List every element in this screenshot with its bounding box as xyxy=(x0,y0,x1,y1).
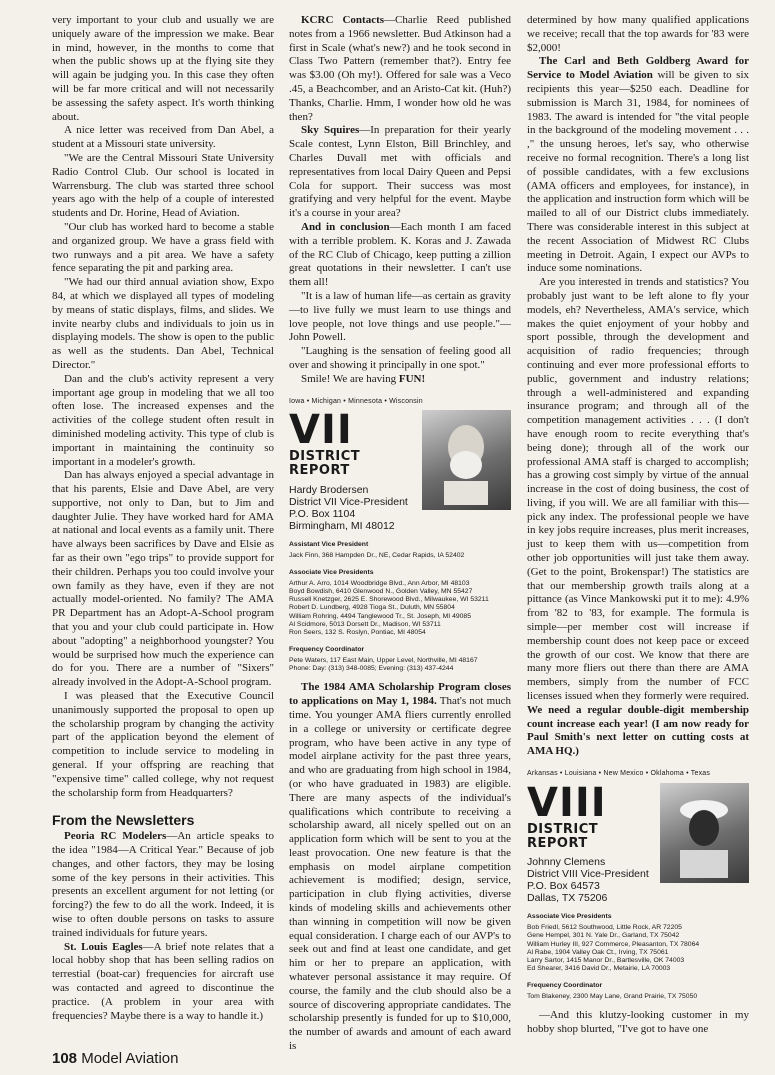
paragraph: The Carl and Beth Goldberg Award for Service to Model Aviation will be given to six recipients this year—$250 each. Deadline for submission is March 31, 1984, for nominees of 1983. The award is intended for "the vital people in the background of the modeling movement . . . ," the unsung heroes, let's say, who otherwise receive no formal recognition. There's a long list of possible candidates, with a few exclusions (AMA officers and employees, for instance), in the application and instruction form which will be mailed to all of our District clubs immediately. There was considerable interest in this subject at the recent Association of Midwest RC Clubs meeting in Detroit. Again, I expect our AVPs to induce some nominations. xyxy=(527,55,749,275)
lead-in: Peoria RC Modelers xyxy=(64,830,167,843)
paragraph: "Laughing is the sensation of feeling good all over and showing it principally in one spot." xyxy=(289,345,511,371)
vice-president-contact: Johnny Clemens District VIII Vice-President P.O. Box 64573 Dallas, TX 75206 xyxy=(527,856,649,905)
lead-in: Sky Squires xyxy=(301,124,360,137)
district-states: Arkansas • Louisiana • New Mexico • Oklahoma • Texas xyxy=(527,770,711,778)
page-number: 108 xyxy=(52,1050,78,1067)
vice-president-contact: Hardy Brodersen District VII Vice-President P.O. Box 1104 Birmingham, MI 48012 xyxy=(289,483,408,532)
paragraph: Sky Squires—In preparation for their yearly Scale contest, Lynn Elston, Bill Brinchley, and Charles Duvall met with officials and representatives from local Dairy Queen and Pepsi Cola for support. Their success was most gratifying and very helpful for the event. Maybe it's a course in your area? xyxy=(289,124,511,220)
paragraph: "It is a law of human life—as certain as gravity—to live fully we must learn to use things and love people, not love things and use people."—John Powell. xyxy=(289,289,511,344)
paragraph: A nice letter was received from Dan Abel, a student at a Missouri state university. xyxy=(52,124,274,151)
vice-president-photo xyxy=(422,410,511,510)
district-report-title: DISTRICT REPORT xyxy=(289,449,361,479)
paragraph: Peoria RC Modelers—An article speaks to the idea "1984—A Critical Year." Because of job changes, and other factors, they may be losing some of the key persons in their activities. This presents an excellent argument for not letting (or forcing?) the few to do all the work. Indeed, it is wise to often double persons on tasks to assure trained individuals for future years. xyxy=(52,830,274,939)
paragraph: KCRC Contacts—Charlie Reed published notes from a 1966 newsletter. Bud Atkinson had a first in Scale (what's new?) and he took second in Class Two Pattern (remember that?). Entry fee was $3.00 (Oh my!). Offered for sale was a Veco .45, a Beachcomber, and an Aristo-Cat kit. (Huh?) Thanks, Charlie. Hmm, I wonder how old he was then? xyxy=(289,14,511,123)
lead-in: And in conclusion xyxy=(301,220,390,233)
paragraph: And in conclusion—Each month I am faced with a terrible problem. K. Koras and J. Zawada of the RC Club of Chicago, keep putting a zillion great quotations in their newsletter. I can't use them all! xyxy=(289,220,511,289)
district-report-title: DISTRICT REPORT xyxy=(527,821,599,851)
lead-in: The 1984 AMA Scholarship Program closes to applications on May 1, 1984. xyxy=(289,681,511,708)
paragraph: determined by how many qualified applications we receive; recall that the top awards for '83 were $2,000! xyxy=(527,14,749,54)
column-3 xyxy=(527,14,749,1037)
paragraph: The 1984 AMA Scholarship Program closes to applications on May 1, 1984. That's not much time. You younger AMA fliers currently enrolled in a college or university or certificate degree program, who have been active in any type of model airplane activity for the past three years, and who are graduating from high school in 1984, (or who have graduated in 1983) are eligible. There are many aspects of the individual's qualifications which contribute to receiving a scholarship award, all nicely spelled out on an application form which will be sent to you at the least provocation. One new feature is that the emphasis on model airplane competition achievement is modified; design, service, participation in club flying activities, diverse kinds of modeling skills and achievements other than winning in competition will now be given equal consideration. I charge each of our AVP's to seek out and find at least one candidate, and get him or her to prepare an application, with whatever personal assistance it may require. Of course, the family and the club should also be a source of discovering appropriate candidates. The scholarship presently is funded for up to $10,000, the number of awards and amount of each award is xyxy=(289,681,512,1053)
column-2 xyxy=(289,14,511,1054)
lead-in: St. Louis Eagles xyxy=(64,940,143,953)
lead-in: The Carl and Beth Goldberg Award for Service to Model Aviation xyxy=(527,55,749,82)
vice-president-photo xyxy=(660,783,749,883)
paragraph: "Our club has worked hard to become a stable and organized group. We have a grass field with two runways and a pit area. We have a safety fence separating the pit and parking area. xyxy=(52,220,274,275)
district-number: VIII xyxy=(527,779,607,826)
paragraph: Dan has always enjoyed a special advantage in that his parents, Elsie and Dave Abel, are very supportive, not only to Dan, but to Jim and daughter Julie. They have worked hard for AMA at national and local events as a family unit. There have always been sacrifices by Dave and Elsie as far as their own "ego trips" to provide support for their children. Perhaps you too could involve your own family as they have, even if they are not actually model-oriented. No family? The AMA PR Department has an Adopt-A-School program that you and your club could participate in. How about "adopting" a neighborhood youngster? You would be surprised how much the experience can do for you. There are a number of "Sixers" already involved in the Adopt-A-School program. xyxy=(52,469,274,689)
district-viii-box: Arkansas • Louisiana • New Mexico • Oklahoma • Texas VIII DISTRICT REPORT Johnny Clemens District VIII Vice-President P.O. Box 64573 Dallas, TX 75206 Associate Vice Presidents Bob Friedl, 5612 Southwood, Little Rock, AR 72205 Gene Hempel, 301 N. Yale Dr., Garland, TX 75042 William Hurley III, 927 Commerce, Pleasanton, TX 78064 Al Rabe, 1904 Valley Oak Ct., Irving, TX 75061 Larry Sartor, 1415 Manor Dr., Bartlesville, OK 74003 Ed Shearer, 3416 David Dr., Metairie, LA 70003 Frequency Coordinator Tom Blakeney, 2300 May Lane, Grand Prairie, TX 75050 xyxy=(527,767,749,1001)
paragraph: Smile! We are having FUN! xyxy=(301,372,426,385)
paragraph: Dan and the club's activity represent a very important age group in modeling that we all too often lose. The increased expenses and the activities of the college student often result in diminished modeling activity. This type of club is important in maintaining the continuity so important in a modeler's growth. xyxy=(52,372,274,468)
district-vii-box: Iowa • Michigan • Minnesota • Wisconsin VII DISTRICT REPORT Hardy Brodersen District VII Vice-President P.O. Box 1104 Birmingham, MI 48012 Assistant Vice President Jack Finn, 368 Hampden Dr., NE, Cedar Rapids, IA 52402 Associate Vice Presidents Arthur A. Arro, 1014 Woodbridge Blvd., Ann Arbor, MI 48103 Boyd Bowdish, 6410 Glenwood N., Golden Valley, MN 55427 Russell Knetzger, 2625 E. Shorewood Blvd., Milwaukee, WI 53211 Robert D. Lundberg, 4928 Tioga St., Duluth, MN 55804 William Rohring, 4494 Tanglewood Tr., St. Joseph, MI 49085 Al Scidmore, 5013 Dorsett Dr., Madison, WI 53711 Ron Seers, 132 S. Roslyn, Pontiac, MI 48054 Frequency Coordinator Pete Waters, 117 East Main, Upper Level, Northville, MI 48167 Phone: Day: (313) 348-0085; Evening: (313) 437-4244 xyxy=(289,395,511,674)
paragraph: "We are the Central Missouri State University Radio Control Club. Our school is located in Warrensburg. The club was started three school years ago with the help of a couple of interested students and Dr. Horine, Head of Aviation. xyxy=(52,151,274,220)
district-states: Iowa • Michigan • Minnesota • Wisconsin xyxy=(289,397,423,405)
section-heading: From the Newsletters xyxy=(52,812,195,829)
paragraph: St. Louis Eagles—A brief note relates that a local hobby shop that has been selling radios on terrestial (boat-car) frequencies for aircraft use was contacted and agreed to discontinue the practice. (A problem in your area with frequencies? Maybe there is a way to handle it.) xyxy=(52,940,274,1022)
district-number: VII xyxy=(289,407,353,454)
magazine-title: Model Aviation xyxy=(81,1050,179,1067)
paragraph: Are you interested in trends and statistics? You probably just want to be left alone to fly your models, eh? Nevertheless, AMA's service, which makes the quiet enjoyment of your hobby and sport possible, through the development and acquisition of radio frequencies; through continuing and ever more professional efforts to public, government and industry relations; through a well-administered and expanding insurance program; and through all of the competition management activities . . . (I don't have enough room to recite everything that's being done); through all of the work our professional AMA staff is charged to accomplish; has a growing cost simply by virtue of the annual increase in the cost of doing business, the cost of living, if you will. We are all familiar with this—pick any index. The professional people we have in key jobs require increases, plus merit increases, just to keep them with us—competition from other job opportunities will just take them away. (Get to the point, Brokenspar!) The statistics are that our membership growth trails along at a pittance (as Vince Mankowski put it to me): 4.9% from '82 to '83, for example. The formula is simple—per member cost will increase if membership count does not keep pace or exceed the growth of our cost. We know that there are many more fliers out there than there are AMA members, simply from the number of FCC licenses issued when they formerly were required. We need a regular double-digit membership count increase each year! (I am now ready for Paul Smith's next letter on cutting costs at AMA HQ.) xyxy=(527,276,749,758)
paragraph: —And this klutzy-looking customer in my hobby shop blurted, "I've got to have one xyxy=(527,1009,749,1036)
paragraph: "We had our third annual aviation show, Expo 84, at which we displayed all types of modeling by means of static displays, films, and slides. We invite nearby clubs and individuals to join us in displaying models. The show is open to the public as well as the students. Dan Abel, Technical Director." xyxy=(52,276,274,371)
page-footer xyxy=(52,1050,179,1067)
paragraph: I was pleased that the Executive Council unanimously supported the proposal to open up the scholarship program by changing the activity part of the application beyond the element of competition to include service to modeling in general. If your offspring are reaching that "expensive time" called college, why not request the scholarship form from Headquarters? xyxy=(52,690,274,799)
lead-in: KCRC Contacts xyxy=(301,14,385,26)
paragraph: very important to your club and usually we are uniquely aware of the impression we make. Bear in mind, however, in the months to come that when the public shows up at the flying site they will again be judging you. In this case they often will be far more critical and will not necessarily be assessing the safety aspect. It's worth thinking about. xyxy=(52,14,274,123)
column-1 xyxy=(52,14,274,1023)
